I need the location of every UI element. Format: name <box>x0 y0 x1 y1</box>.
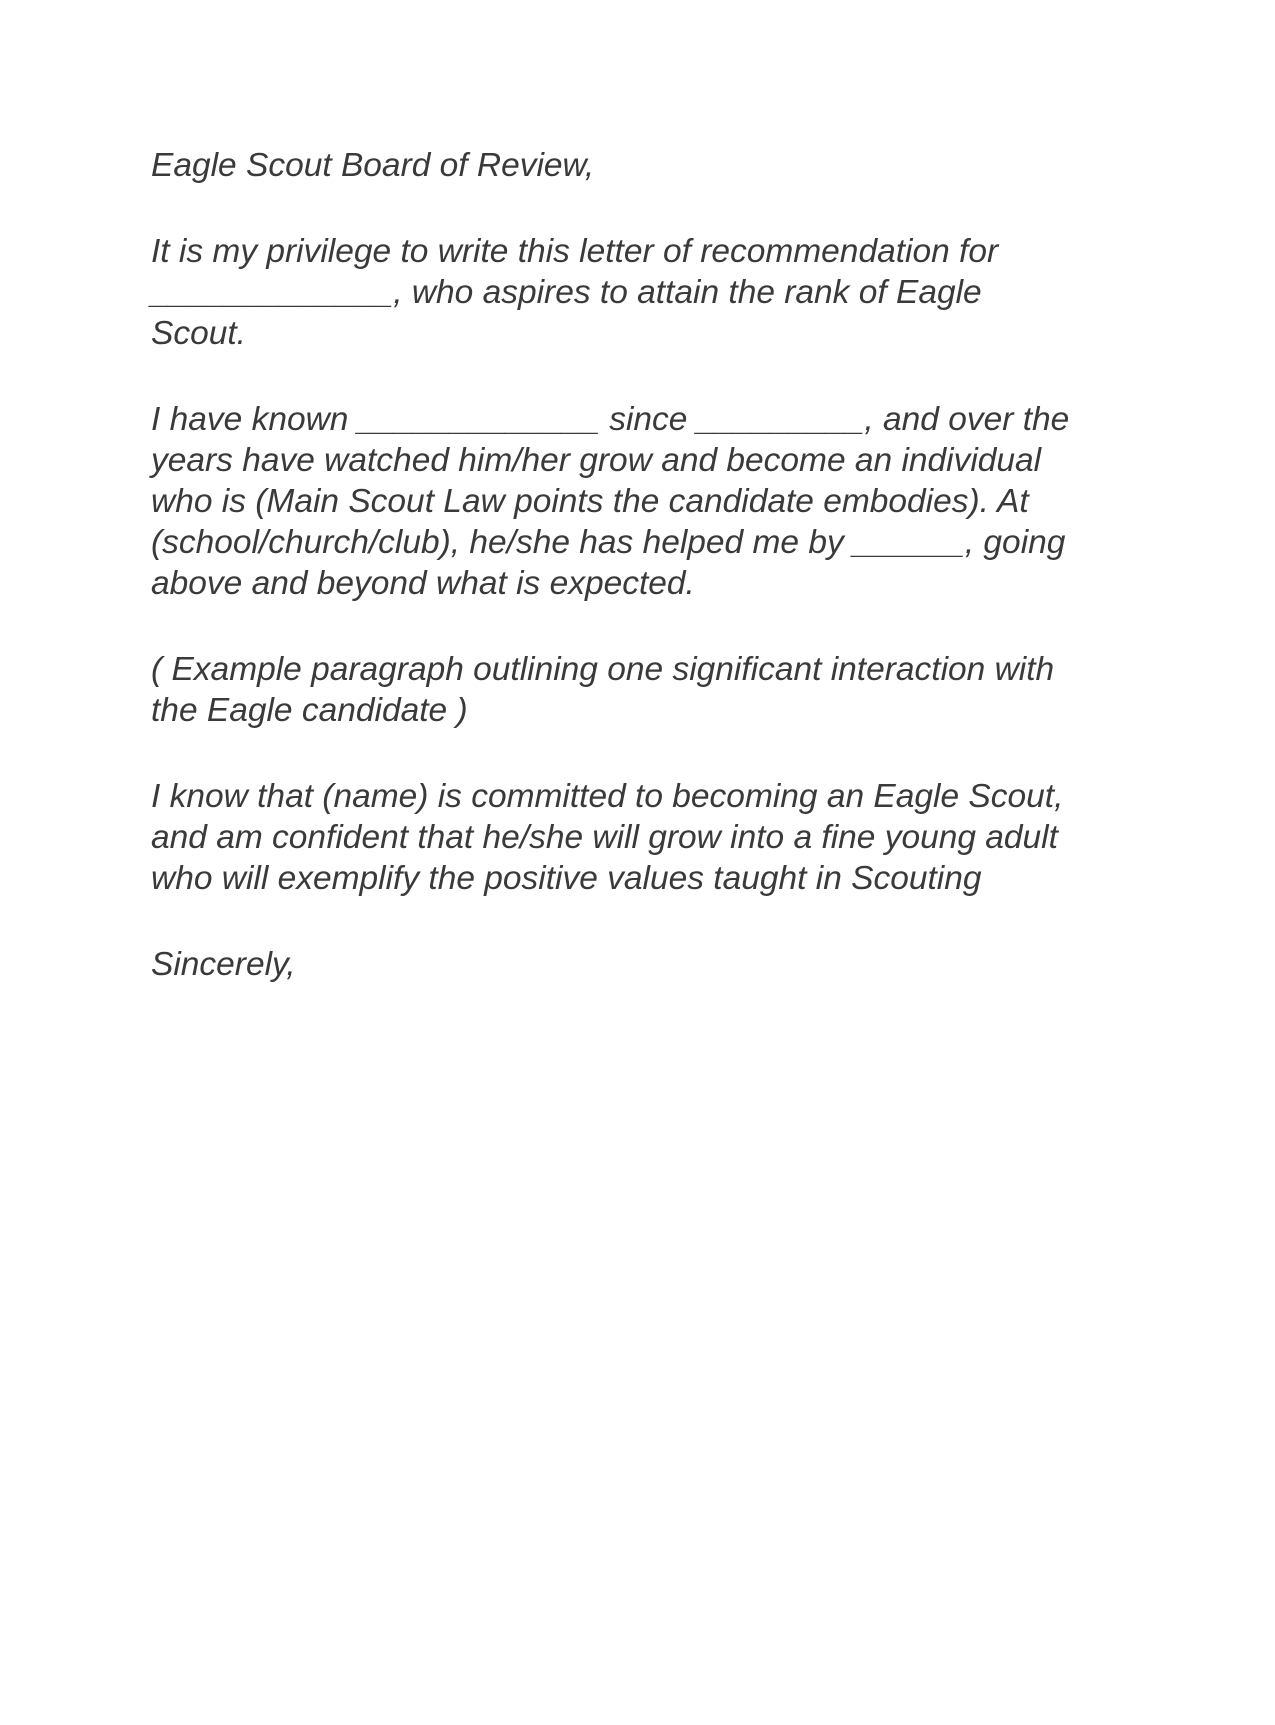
commitment-line: I know that (name) is committed to becoming an Eagle Scout, <box>151 778 1064 815</box>
known-line: who is (Main Scout Law points the candidate embodies). At <box>151 483 1029 520</box>
commitment-paragraph <box>151 776 1141 899</box>
intro-line: _____________, who aspires to attain the rank of Eagle <box>151 274 982 311</box>
salutation: Eagle Scout Board of Review, <box>151 147 595 184</box>
known-line: (school/church/club), he/she has helped me by ______, going <box>151 524 1066 561</box>
known-line: above and beyond what is expected. <box>151 565 695 602</box>
known-line: years have watched him/her grow and become an individual <box>151 442 1042 479</box>
letter-body <box>151 145 1141 1030</box>
commitment-line: and am confident that he/she will grow into a fine young adult <box>151 819 1058 856</box>
intro-line: It is my privilege to write this letter of recommendation for <box>151 233 999 270</box>
example-paragraph <box>151 649 1141 731</box>
example-line: ( Example paragraph outlining one significant interaction with <box>151 651 1055 688</box>
intro-paragraph <box>151 231 1141 354</box>
commitment-line: who will exemplify the positive values taught in Scouting <box>151 860 982 897</box>
known-line: I have known _____________ since _________, and over the <box>151 401 1070 438</box>
example-line: the Eagle candidate ) <box>151 692 468 729</box>
intro-line: Scout. <box>151 315 246 352</box>
closing: Sincerely, <box>151 946 296 983</box>
known-paragraph <box>151 399 1141 604</box>
